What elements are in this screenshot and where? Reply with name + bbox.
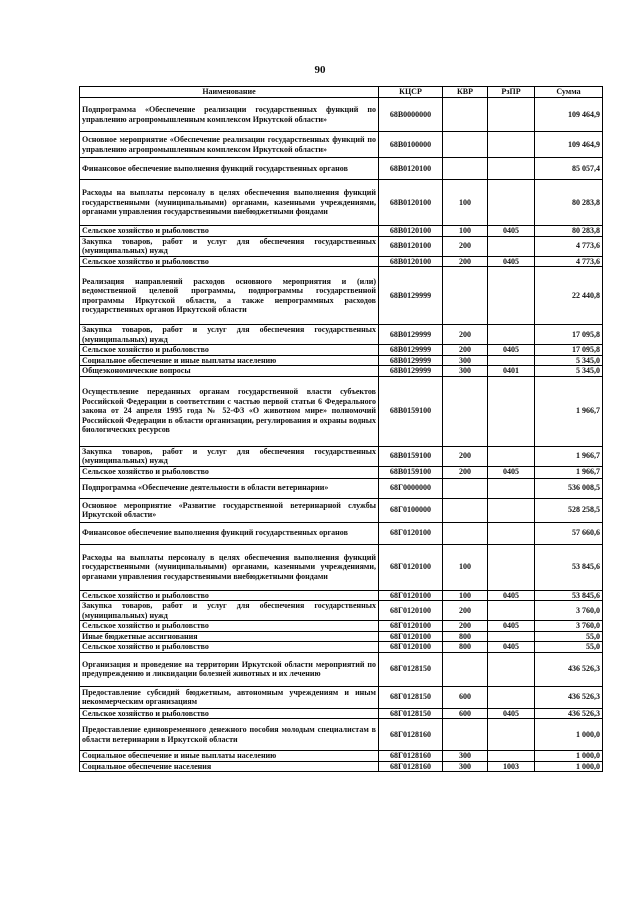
cell-code: 68Г0128160 [379, 719, 443, 751]
cell-name: Иные бюджетные ассигнования [80, 631, 379, 642]
table-row [80, 466, 603, 478]
cell-rzpr [488, 631, 535, 642]
cell-rzpr: 0405 [488, 345, 535, 356]
cell-kvr: 100 [443, 544, 488, 590]
cell-sum: 528 258,5 [535, 498, 603, 522]
header-sum: Сумма [535, 87, 603, 98]
cell-name: Закупка товаров, работ и услуг для обеспечения государственных (муниципальных) нужд [80, 601, 379, 621]
cell-name: Сельское хозяйство и рыболовство [80, 345, 379, 356]
cell-rzpr [488, 325, 535, 345]
cell-code: 68В0129999 [379, 355, 443, 366]
cell-name: Организация и проведение на территории Иркутской области мероприятий по предупреждению и ликвидации болезней животных и их лечению [80, 652, 379, 686]
header-rzpr: РзПР [488, 87, 535, 98]
cell-name: Сельское хозяйство и рыболовство [80, 621, 379, 632]
cell-code: 68В0100000 [379, 132, 443, 158]
cell-name: Закупка товаров, работ и услуг для обеспечения государственных (муниципальных) нужд [80, 325, 379, 345]
table-row [80, 98, 603, 132]
cell-sum: 80 283,8 [535, 180, 603, 226]
cell-code: 68В0159100 [379, 446, 443, 466]
page-number: 90 [314, 64, 326, 76]
table-row [80, 642, 603, 653]
cell-name: Социальное обеспечение и иные выплаты населению [80, 355, 379, 366]
cell-kvr: 300 [443, 761, 488, 772]
cell-kvr: 100 [443, 226, 488, 237]
cell-code: 68Г0128160 [379, 751, 443, 762]
cell-sum: 436 526,3 [535, 708, 603, 719]
cell-name: Основное мероприятие «Обеспечение реализации государственных функций по управлению агропромышленным комплексом Иркутской области» [80, 132, 379, 158]
cell-sum: 1 966,7 [535, 446, 603, 466]
cell-code: 68Г0120100 [379, 601, 443, 621]
table-row [80, 355, 603, 366]
cell-kvr: 800 [443, 631, 488, 642]
cell-rzpr [488, 158, 535, 180]
table-row [80, 325, 603, 345]
table-row [80, 132, 603, 158]
cell-rzpr [488, 498, 535, 522]
cell-kvr: 200 [443, 466, 488, 478]
cell-rzpr [488, 355, 535, 366]
cell-sum: 3 760,0 [535, 601, 603, 621]
cell-kvr: 200 [443, 446, 488, 466]
cell-sum: 5 345,0 [535, 366, 603, 377]
cell-kvr: 600 [443, 686, 488, 708]
cell-sum: 5 345,0 [535, 355, 603, 366]
cell-kvr [443, 478, 488, 498]
table-row [80, 590, 603, 601]
cell-kvr: 200 [443, 345, 488, 356]
header-name: Наименование [80, 87, 379, 98]
cell-rzpr: 1003 [488, 761, 535, 772]
table-row [80, 376, 603, 446]
cell-kvr [443, 719, 488, 751]
cell-kvr: 600 [443, 708, 488, 719]
table-row [80, 226, 603, 237]
cell-rzpr [488, 446, 535, 466]
cell-sum: 53 845,6 [535, 544, 603, 590]
cell-kvr [443, 98, 488, 132]
cell-sum: 55,0 [535, 631, 603, 642]
cell-sum: 4 773,6 [535, 236, 603, 256]
cell-rzpr [488, 686, 535, 708]
cell-sum: 1 000,0 [535, 761, 603, 772]
cell-code: 68Г0120100 [379, 544, 443, 590]
cell-code: 68В0129999 [379, 267, 443, 325]
cell-code: 68Г0120100 [379, 631, 443, 642]
cell-kvr: 800 [443, 642, 488, 653]
cell-rzpr: 0405 [488, 642, 535, 653]
cell-code: 68В0120100 [379, 256, 443, 267]
cell-rzpr [488, 544, 535, 590]
header-code: КЦСР [379, 87, 443, 98]
cell-sum: 3 760,0 [535, 621, 603, 632]
cell-sum: 436 526,3 [535, 652, 603, 686]
cell-kvr [443, 267, 488, 325]
cell-name: Реализация направлений расходов основного мероприятия и (или) ведомственной целевой программы, подпрограммы государственной программы Иркутской области, а также непрограммных расходов государственных органов Иркутской области [80, 267, 379, 325]
cell-code: 68Г0100000 [379, 498, 443, 522]
table-row [80, 522, 603, 544]
cell-kvr [443, 132, 488, 158]
cell-rzpr [488, 267, 535, 325]
cell-sum: 17 095,8 [535, 345, 603, 356]
cell-code: 68В0120100 [379, 180, 443, 226]
cell-rzpr [488, 236, 535, 256]
cell-rzpr [488, 751, 535, 762]
cell-name: Осуществление переданных органам государственной власти субъектов Российской Федерации в соответствии с частью первой статьи 6 Федерального закона от 24 апреля 1995 года № 52-ФЗ «О животном мире» полномочий Российской Федерации в области организации, регулирования и охраны водных биологических ресурсов [80, 376, 379, 446]
cell-name: Закупка товаров, работ и услуг для обеспечения государственных (муниципальных) нужд [80, 236, 379, 256]
cell-code: 68В0000000 [379, 98, 443, 132]
cell-code: 68В0120100 [379, 226, 443, 237]
cell-sum: 80 283,8 [535, 226, 603, 237]
cell-name: Сельское хозяйство и рыболовство [80, 226, 379, 237]
cell-rzpr: 0405 [488, 590, 535, 601]
cell-name: Подпрограмма «Обеспечение реализации государственных функций по управлению агропромышленным комплексом Иркутской области» [80, 98, 379, 132]
cell-code: 68Г0128150 [379, 708, 443, 719]
cell-sum: 109 464,9 [535, 132, 603, 158]
cell-name: Основное мероприятие «Развитие государственной ветеринарной службы Иркутской области» [80, 498, 379, 522]
cell-kvr: 200 [443, 236, 488, 256]
cell-code: 68Г0120100 [379, 590, 443, 601]
cell-kvr: 300 [443, 751, 488, 762]
cell-kvr: 300 [443, 355, 488, 366]
cell-sum: 1 966,7 [535, 466, 603, 478]
cell-code: 68Г0120100 [379, 642, 443, 653]
cell-rzpr [488, 98, 535, 132]
cell-kvr: 200 [443, 256, 488, 267]
table-header-row [80, 87, 603, 98]
cell-name: Финансовое обеспечение выполнения функций государственных органов [80, 522, 379, 544]
cell-code: 68Г0120100 [379, 522, 443, 544]
cell-kvr [443, 158, 488, 180]
table-row [80, 158, 603, 180]
cell-kvr [443, 652, 488, 686]
table-row [80, 751, 603, 762]
cell-rzpr: 0405 [488, 708, 535, 719]
cell-code: 68В0129999 [379, 366, 443, 377]
cell-name: Сельское хозяйство и рыболовство [80, 466, 379, 478]
table-row [80, 366, 603, 377]
cell-code: 68Г0128150 [379, 686, 443, 708]
table-row [80, 236, 603, 256]
cell-code: 68В0129999 [379, 325, 443, 345]
cell-rzpr [488, 601, 535, 621]
budget-table [79, 86, 603, 772]
cell-sum: 57 660,6 [535, 522, 603, 544]
cell-kvr: 300 [443, 366, 488, 377]
cell-sum: 17 095,8 [535, 325, 603, 345]
cell-sum: 4 773,6 [535, 256, 603, 267]
cell-sum: 536 008,5 [535, 478, 603, 498]
cell-name: Финансовое обеспечение выполнения функций государственных органов [80, 158, 379, 180]
cell-sum: 22 440,8 [535, 267, 603, 325]
cell-name: Расходы на выплаты персоналу в целях обеспечения выполнения функций государственными (муниципальными) органами, казенными учреждениями, органами управления государственными внебюджетными фондами [80, 544, 379, 590]
cell-name: Сельское хозяйство и рыболовство [80, 256, 379, 267]
table-row [80, 719, 603, 751]
cell-sum: 1 966,7 [535, 376, 603, 446]
cell-rzpr [488, 132, 535, 158]
cell-sum: 436 526,3 [535, 686, 603, 708]
cell-rzpr [488, 719, 535, 751]
cell-code: 68В0120100 [379, 236, 443, 256]
cell-rzpr [488, 180, 535, 226]
cell-code: 68Г0128150 [379, 652, 443, 686]
table-row [80, 621, 603, 632]
table-row [80, 708, 603, 719]
cell-kvr [443, 376, 488, 446]
cell-name: Социальное обеспечение и иные выплаты населению [80, 751, 379, 762]
table-row [80, 686, 603, 708]
cell-kvr: 100 [443, 180, 488, 226]
table-row [80, 631, 603, 642]
cell-sum: 1 000,0 [535, 751, 603, 762]
table-row [80, 601, 603, 621]
table-row [80, 446, 603, 466]
cell-name: Закупка товаров, работ и услуг для обеспечения государственных (муниципальных) нужд [80, 446, 379, 466]
table-row [80, 267, 603, 325]
cell-name: Общеэкономические вопросы [80, 366, 379, 377]
table-row [80, 652, 603, 686]
cell-kvr: 100 [443, 590, 488, 601]
cell-code: 68В0159100 [379, 376, 443, 446]
cell-name: Подпрограмма «Обеспечение деятельности в области ветеринарии» [80, 478, 379, 498]
cell-rzpr [488, 522, 535, 544]
cell-sum: 1 000,0 [535, 719, 603, 751]
cell-rzpr: 0401 [488, 366, 535, 377]
cell-kvr: 200 [443, 325, 488, 345]
table-row [80, 498, 603, 522]
cell-sum: 109 464,9 [535, 98, 603, 132]
cell-rzpr: 0405 [488, 621, 535, 632]
cell-rzpr [488, 652, 535, 686]
cell-name: Сельское хозяйство и рыболовство [80, 590, 379, 601]
cell-sum: 55,0 [535, 642, 603, 653]
cell-code: 68Г0128160 [379, 761, 443, 772]
table-row [80, 761, 603, 772]
cell-name: Социальное обеспечение населения [80, 761, 379, 772]
cell-name: Предоставление единовременного денежного пособия молодым специалистам в области ветеринарии в Иркутской области [80, 719, 379, 751]
cell-name: Расходы на выплаты персоналу в целях обеспечения выполнения функций государственными (муниципальными) органами, казенными учреждениями, органами управления государственными внебюджетными фондами [80, 180, 379, 226]
table-row [80, 180, 603, 226]
cell-rzpr: 0405 [488, 466, 535, 478]
table-row [80, 256, 603, 267]
table-row [80, 478, 603, 498]
cell-rzpr [488, 478, 535, 498]
cell-name: Предоставление субсидий бюджетным, автономным учреждениям и иным некоммерческим организациям [80, 686, 379, 708]
cell-kvr [443, 498, 488, 522]
table-row [80, 345, 603, 356]
cell-sum: 53 845,6 [535, 590, 603, 601]
cell-code: 68В0129999 [379, 345, 443, 356]
cell-rzpr [488, 376, 535, 446]
table-row [80, 544, 603, 590]
cell-sum: 85 057,4 [535, 158, 603, 180]
table-body [80, 98, 603, 772]
cell-rzpr: 0405 [488, 256, 535, 267]
cell-kvr: 200 [443, 601, 488, 621]
cell-code: 68В0159100 [379, 466, 443, 478]
cell-name: Сельское хозяйство и рыболовство [80, 708, 379, 719]
cell-name: Сельское хозяйство и рыболовство [80, 642, 379, 653]
cell-kvr [443, 522, 488, 544]
cell-code: 68В0120100 [379, 158, 443, 180]
header-kvr: КВР [443, 87, 488, 98]
cell-kvr: 200 [443, 621, 488, 632]
cell-code: 68Г0000000 [379, 478, 443, 498]
cell-rzpr: 0405 [488, 226, 535, 237]
cell-code: 68Г0120100 [379, 621, 443, 632]
